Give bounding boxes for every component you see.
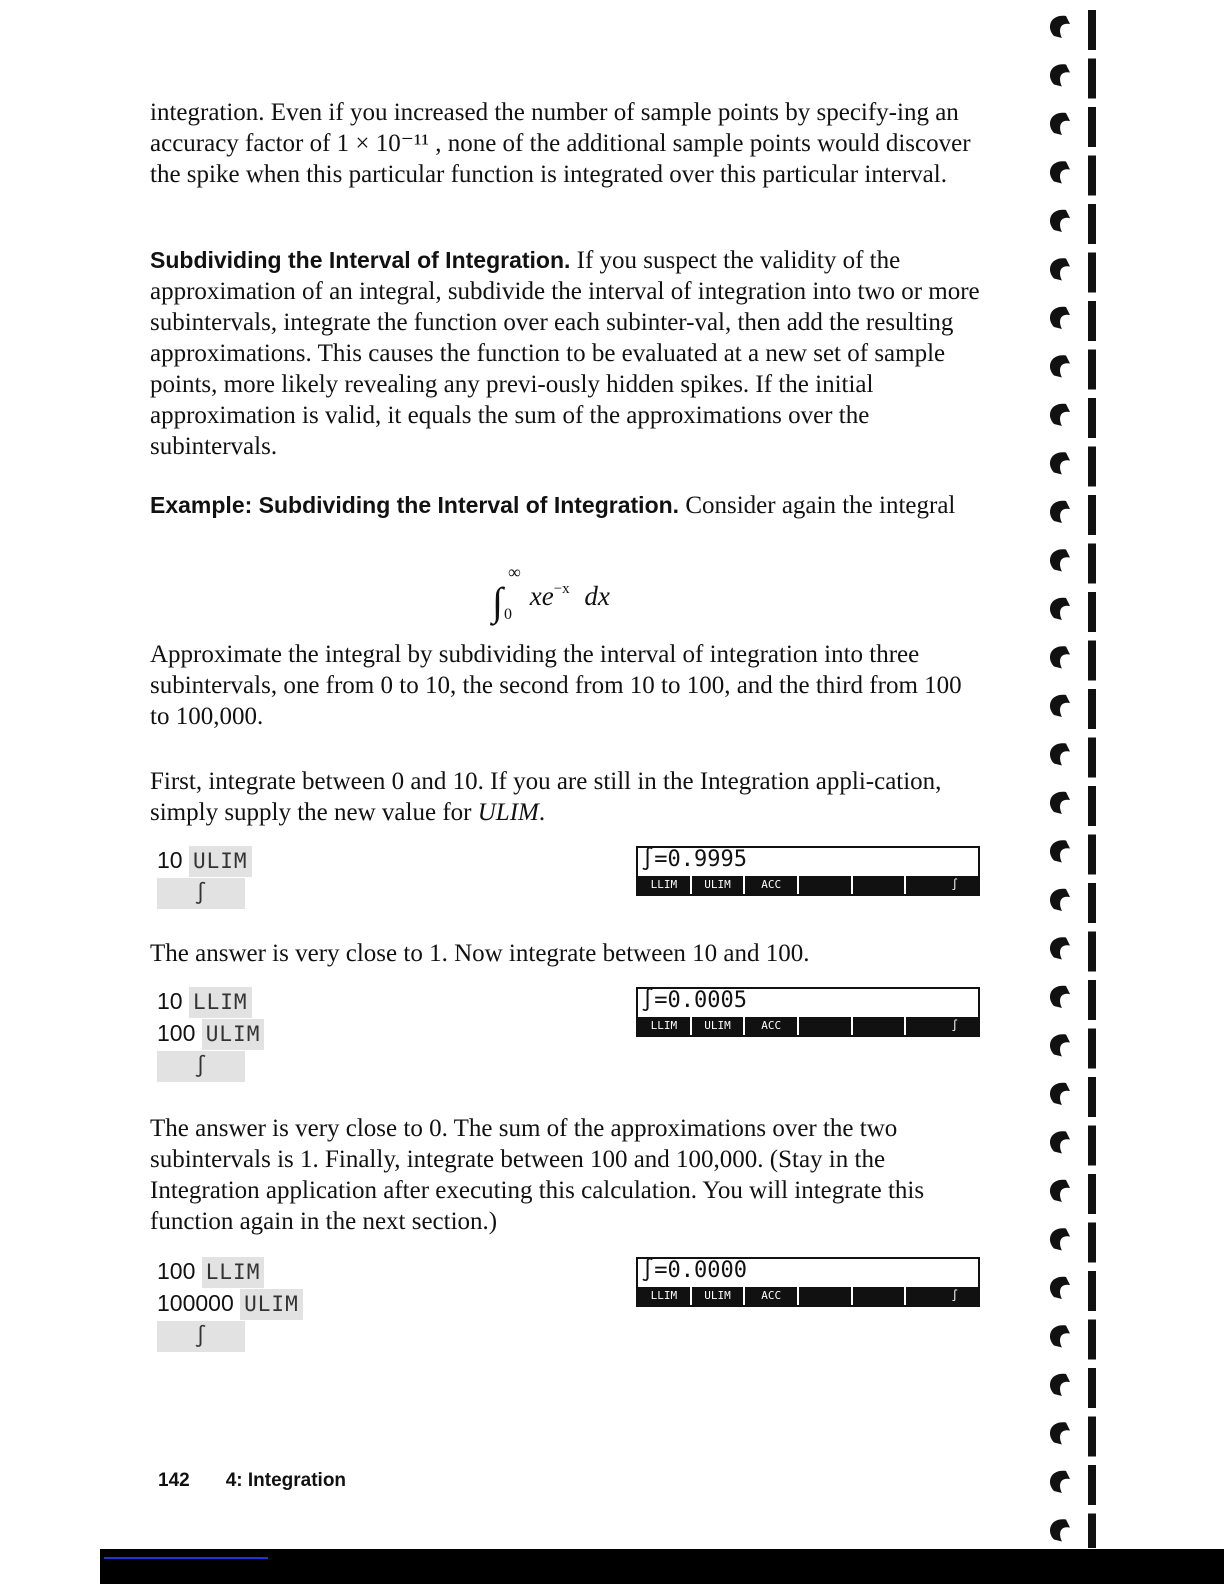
spiral-ring xyxy=(1050,646,1070,668)
paragraph-first xyxy=(150,766,980,828)
ulim-emphasis: ULIM xyxy=(477,799,539,826)
paragraph-first-text: First, integrate between 0 and 10. If you are still in the Integration appli-cation, simply supply the new value for xyxy=(150,768,942,826)
section-heading-example: Example: Subdividing the Interval of Integration. xyxy=(150,492,680,518)
scan-bottom-edge xyxy=(100,1549,1224,1584)
calculator-display-2 xyxy=(636,987,980,1037)
menu-acc[interactable]: ACC xyxy=(745,1287,799,1305)
spiral-ring xyxy=(1050,1374,1070,1396)
spiral-ring xyxy=(1050,792,1070,814)
spiral-edge xyxy=(1088,1417,1096,1457)
spiral-edge xyxy=(1088,1271,1096,1311)
spiral-edge xyxy=(1088,835,1096,875)
number-entry: 100000 xyxy=(157,1290,234,1316)
spiral-ring xyxy=(1050,598,1070,620)
integral-exponent: −x xyxy=(553,581,570,597)
spiral-edge xyxy=(1088,786,1096,826)
menu-ulim[interactable]: ULIM xyxy=(692,1287,746,1305)
keystrokes-step-2 xyxy=(157,986,264,1082)
spiral-ring xyxy=(1050,743,1070,765)
calculator-display-1 xyxy=(636,846,980,896)
spiral-edge xyxy=(1088,932,1096,972)
paragraph-first-end: . xyxy=(538,799,546,826)
menu-blank[interactable] xyxy=(853,876,907,894)
number-entry: 10 xyxy=(157,847,183,873)
spiral-ring xyxy=(1050,1034,1070,1056)
spiral-binding xyxy=(1040,0,1110,1548)
spiral-edge xyxy=(1088,253,1096,293)
number-entry: 100 xyxy=(157,1258,196,1284)
number-entry: 100 xyxy=(157,1020,196,1046)
spiral-ring xyxy=(1050,1131,1070,1153)
spiral-ring xyxy=(1050,549,1070,571)
menu-bar xyxy=(638,1017,978,1035)
menu-llim[interactable]: LLIM xyxy=(638,876,692,894)
spiral-edge xyxy=(1088,398,1096,438)
spiral-ring xyxy=(1050,210,1070,232)
section-heading-subdividing: Subdividing the Interval of Integration. xyxy=(150,247,571,273)
spiral-ring xyxy=(1050,1471,1070,1493)
spiral-ring xyxy=(1050,161,1070,183)
spiral-ring xyxy=(1050,840,1070,862)
menu-blank[interactable] xyxy=(799,876,853,894)
menu-blank[interactable] xyxy=(799,1017,853,1035)
spiral-edge xyxy=(1088,1029,1096,1069)
spiral-ring xyxy=(1050,1422,1070,1444)
spiral-edge xyxy=(1088,59,1096,99)
spiral-ring xyxy=(1050,1180,1070,1202)
menu-llim[interactable]: LLIM xyxy=(638,1017,692,1035)
spiral-edge xyxy=(1088,592,1096,632)
menu-bar xyxy=(638,876,978,894)
paragraph-subdividing xyxy=(150,245,980,462)
spiral-edge xyxy=(1088,204,1096,244)
keystrokes-step-3 xyxy=(157,1256,303,1352)
integral-dx: dx xyxy=(584,581,610,611)
menu-ulim[interactable]: ULIM xyxy=(692,1017,746,1035)
spiral-ring xyxy=(1050,1277,1070,1299)
integral-formula xyxy=(492,562,610,624)
llim-key[interactable]: LLIM xyxy=(202,1257,265,1288)
ulim-key[interactable]: ULIM xyxy=(189,846,252,877)
spiral-ring xyxy=(1050,1083,1070,1105)
integral-upper-limit: ∞ xyxy=(508,562,521,582)
spiral-edge xyxy=(1088,544,1096,584)
menu-integrate[interactable]: ∫ xyxy=(951,1019,959,1032)
ulim-key[interactable]: ULIM xyxy=(240,1289,303,1320)
paragraph-example-text: Consider again the integral xyxy=(679,492,956,519)
spiral-edge xyxy=(1088,350,1096,390)
integrate-key[interactable]: ∫ xyxy=(157,878,245,909)
page-number: 142 xyxy=(158,1470,190,1491)
spiral-ring xyxy=(1050,1325,1070,1347)
menu-acc[interactable]: ACC xyxy=(745,1017,799,1035)
spiral-edge xyxy=(1088,495,1096,535)
calculator-display-3 xyxy=(636,1257,980,1307)
integrate-key[interactable]: ∫ xyxy=(157,1051,245,1082)
menu-bar xyxy=(638,1287,978,1305)
display-result: ∫=0.9995 xyxy=(641,847,747,872)
spiral-edge xyxy=(1088,1465,1096,1505)
spiral-ring xyxy=(1050,258,1070,280)
paragraph-intro: integration. Even if you increased the number of sample points by specify-ing an accuracy factor of 1 × 10⁻¹¹ , none of the additional sample points would discover the spike when this particular function is integrated over this particular interval. xyxy=(150,99,971,188)
llim-key[interactable]: LLIM xyxy=(189,987,252,1018)
menu-llim[interactable]: LLIM xyxy=(638,1287,692,1305)
spiral-edge xyxy=(1088,1320,1096,1360)
paragraph-subdividing-text: If you suspect the validity of the approximation of an integral, subdivide the interval of integration into two or more subintervals, integrate the function over each subinter-val, then add the resulting approximations. This causes the function to be evaluated at a new set of sample points, more likely revealing any previ-ously hidden spikes. If the initial approximation is valid, it equals the sum of the approximations over the subintervals. xyxy=(150,247,980,460)
menu-ulim[interactable]: ULIM xyxy=(692,876,746,894)
spiral-ring xyxy=(1050,113,1070,135)
spiral-edge xyxy=(1088,1223,1096,1263)
spiral-edge xyxy=(1088,107,1096,147)
ulim-key[interactable]: ULIM xyxy=(202,1019,265,1050)
paragraph-example xyxy=(150,490,980,521)
display-result: ∫=0.0005 xyxy=(641,988,747,1013)
integral-sign: ∫ xyxy=(492,579,503,624)
spiral-ring xyxy=(1050,452,1070,474)
spiral-ring xyxy=(1050,64,1070,86)
menu-integrate[interactable]: ∫ xyxy=(951,1289,959,1302)
spiral-ring xyxy=(1050,501,1070,523)
spiral-edge xyxy=(1088,689,1096,729)
spiral-edge xyxy=(1088,1514,1096,1549)
paragraph-approximate: Approximate the integral by subdividing the interval of integration into three subintervals, one from 0 to 10, the second from 10 to 100, and the third from 100 to 100,000. xyxy=(150,641,962,730)
spiral-ring xyxy=(1050,937,1070,959)
paragraph-answer-1: The answer is very close to 1. Now integrate between 10 and 100. xyxy=(150,940,810,967)
spiral-edge xyxy=(1088,301,1096,341)
spiral-ring xyxy=(1050,695,1070,717)
spiral-ring xyxy=(1050,307,1070,329)
spiral-edge xyxy=(1088,1077,1096,1117)
spiral-edge xyxy=(1088,10,1096,50)
spiral-edge xyxy=(1088,156,1096,196)
spiral-ring xyxy=(1050,355,1070,377)
spiral-edge xyxy=(1088,447,1096,487)
keystrokes-step-1 xyxy=(157,845,252,909)
integral-expression: xe xyxy=(529,581,554,611)
chapter-title: 4: Integration xyxy=(225,1470,347,1491)
spiral-ring xyxy=(1050,1519,1070,1541)
menu-integrate[interactable]: ∫ xyxy=(951,878,959,891)
spiral-ring xyxy=(1050,1228,1070,1250)
paragraph-answer-2: The answer is very close to 0. The sum of the approximations over the two subintervals is 1. Finally, integrate between 100 and 100,000. (Stay in the Integration application after executing this calculation. You will integrate this function again in the next section.) xyxy=(150,1115,925,1235)
display-result: ∫=0.0000 xyxy=(641,1258,747,1283)
spiral-edge xyxy=(1088,738,1096,778)
spiral-ring xyxy=(1050,16,1070,38)
number-entry: 10 xyxy=(157,988,183,1014)
spiral-ring xyxy=(1050,986,1070,1008)
spiral-ring xyxy=(1050,889,1070,911)
menu-blank[interactable] xyxy=(853,1017,907,1035)
integral-lower-limit: 0 xyxy=(504,606,512,623)
spiral-edge xyxy=(1088,1368,1096,1408)
menu-acc[interactable]: ACC xyxy=(745,876,799,894)
page-footer xyxy=(158,1470,346,1492)
menu-blank[interactable] xyxy=(853,1287,907,1305)
spiral-edge xyxy=(1088,641,1096,681)
spiral-edge xyxy=(1088,1126,1096,1166)
spiral-edge xyxy=(1088,1174,1096,1214)
spiral-ring xyxy=(1050,404,1070,426)
spiral-edge xyxy=(1088,980,1096,1020)
spiral-edge xyxy=(1088,883,1096,923)
menu-blank[interactable] xyxy=(799,1287,853,1305)
scan-blue-line xyxy=(104,1557,268,1559)
integrate-key[interactable]: ∫ xyxy=(157,1321,245,1352)
